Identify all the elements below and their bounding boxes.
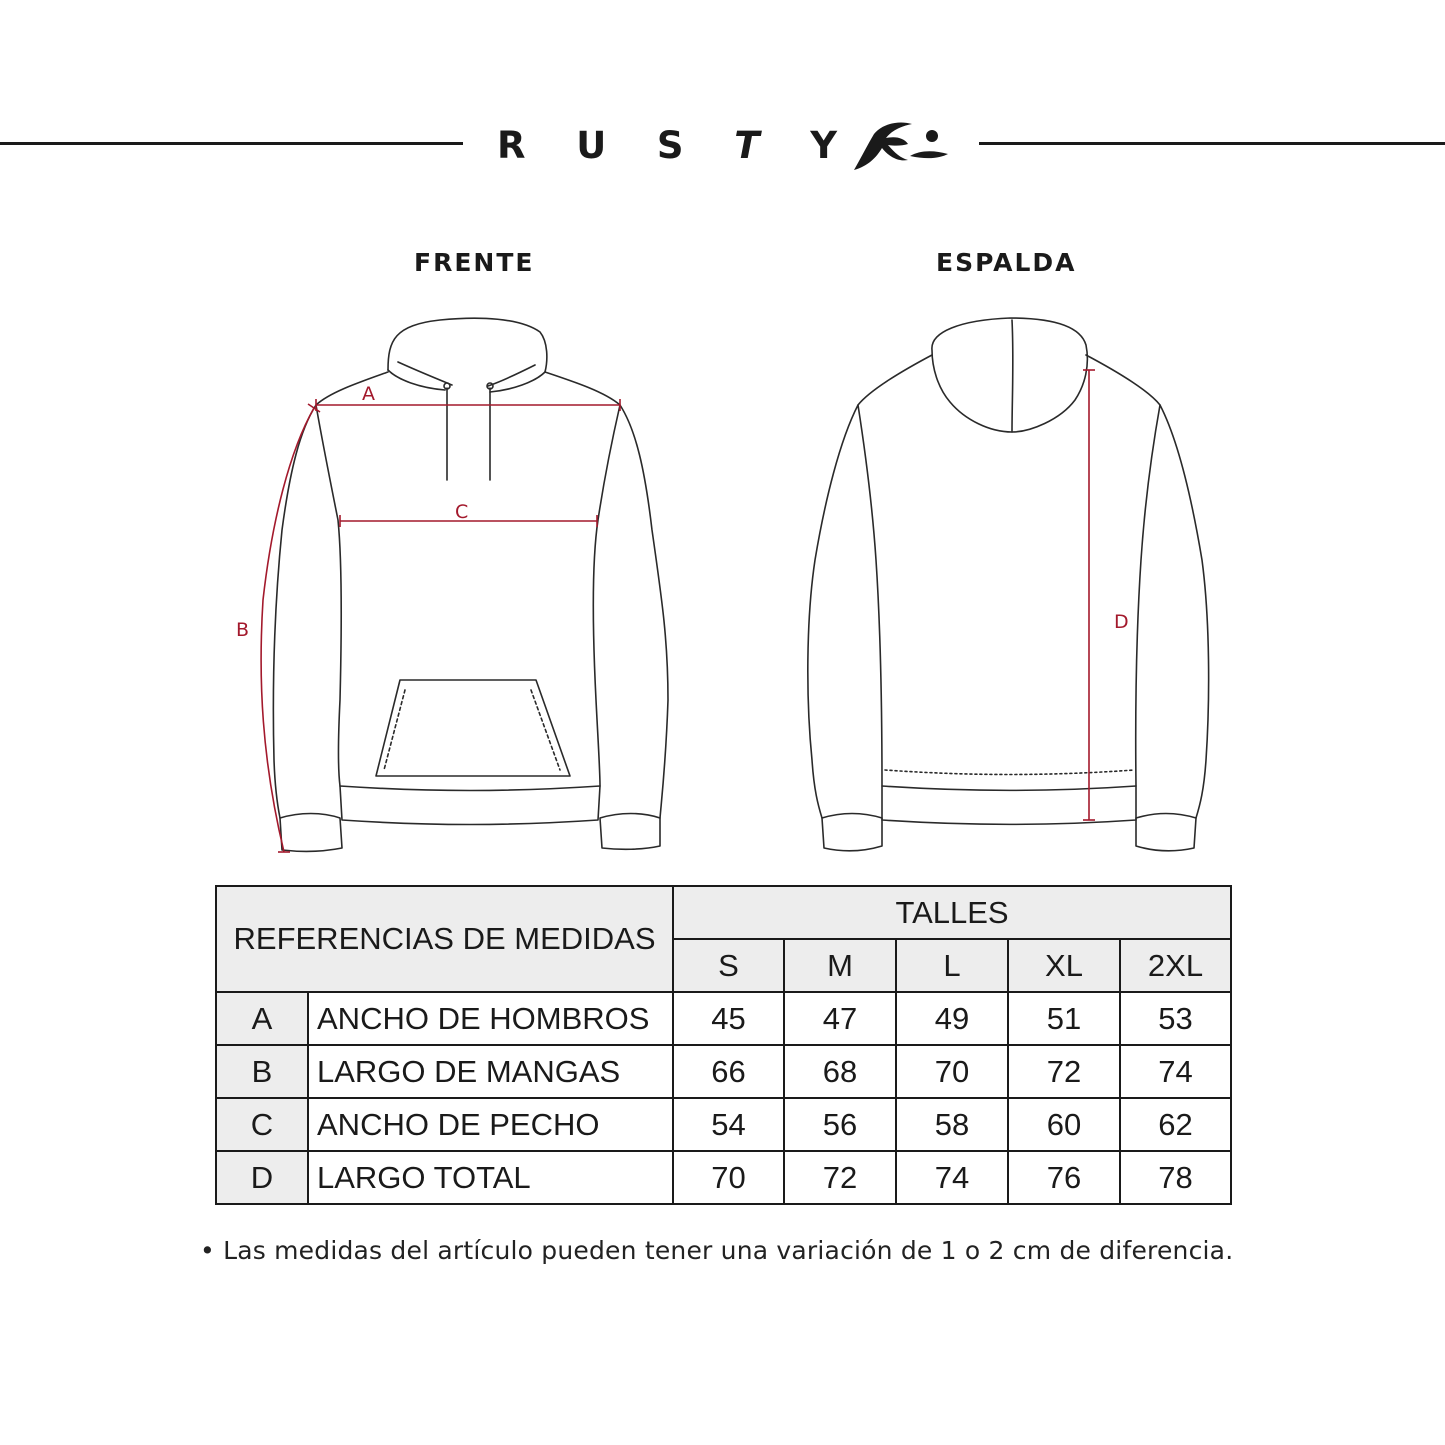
row-code: A — [216, 992, 308, 1045]
table-row — [216, 1045, 1231, 1098]
size-value: 53 — [1120, 992, 1231, 1045]
table-row — [216, 1151, 1231, 1204]
size-value: 45 — [673, 992, 784, 1045]
table-row — [216, 992, 1231, 1045]
brand-letter: U — [576, 123, 607, 167]
measurement-marks — [261, 370, 1095, 852]
size-value: 76 — [1008, 1151, 1120, 1204]
size-chart-table — [215, 885, 1232, 1205]
brand-letter: R — [497, 123, 526, 167]
brand-letter: Y — [810, 123, 837, 167]
row-code: B — [216, 1045, 308, 1098]
measure-label-c: C — [455, 501, 469, 523]
back-hoodie-outline — [808, 318, 1209, 851]
size-value: 54 — [673, 1098, 784, 1151]
size-value: 60 — [1008, 1098, 1120, 1151]
brand-letter: S — [656, 123, 684, 167]
size-value: 56 — [784, 1098, 896, 1151]
row-label: LARGO TOTAL — [308, 1151, 673, 1204]
measurement-footnote: • Las medidas del artículo pueden tener una variación de 1 o 2 cm de diferencia. — [200, 1236, 1234, 1265]
measure-line-b — [261, 408, 314, 852]
table-row — [216, 1098, 1231, 1151]
size-value: 47 — [784, 992, 896, 1045]
size-value: 70 — [896, 1045, 1008, 1098]
size-value: 66 — [673, 1045, 784, 1098]
size-col-header: S — [673, 939, 784, 992]
size-value: 70 — [673, 1151, 784, 1204]
size-value: 68 — [784, 1045, 896, 1098]
size-value: 49 — [896, 992, 1008, 1045]
size-value: 58 — [896, 1098, 1008, 1151]
row-code: D — [216, 1151, 308, 1204]
size-col-header: 2XL — [1120, 939, 1231, 992]
back-view-label: ESPALDA — [936, 248, 1077, 277]
size-col-header: M — [784, 939, 896, 992]
brand-letter: T — [734, 123, 760, 167]
size-value: 74 — [896, 1151, 1008, 1204]
row-label: ANCHO DE PECHO — [308, 1098, 673, 1151]
size-value: 72 — [1008, 1045, 1120, 1098]
measure-label-d: D — [1114, 611, 1129, 633]
size-value: 74 — [1120, 1045, 1231, 1098]
measure-label-a: A — [362, 383, 375, 405]
front-hoodie-outline — [273, 318, 668, 851]
row-code: C — [216, 1098, 308, 1151]
front-view-label: FRENTE — [414, 248, 535, 277]
size-value: 78 — [1120, 1151, 1231, 1204]
sizes-header: TALLES — [673, 886, 1231, 939]
size-value: 51 — [1008, 992, 1120, 1045]
row-label: LARGO DE MANGAS — [308, 1045, 673, 1098]
size-value: 72 — [784, 1151, 896, 1204]
size-col-header: XL — [1008, 939, 1120, 992]
size-value: 62 — [1120, 1098, 1231, 1151]
references-header: REFERENCIAS DE MEDIDAS — [216, 886, 673, 992]
size-col-header: L — [896, 939, 1008, 992]
row-label: ANCHO DE HOMBROS — [308, 992, 673, 1045]
measure-label-b: B — [236, 619, 250, 641]
